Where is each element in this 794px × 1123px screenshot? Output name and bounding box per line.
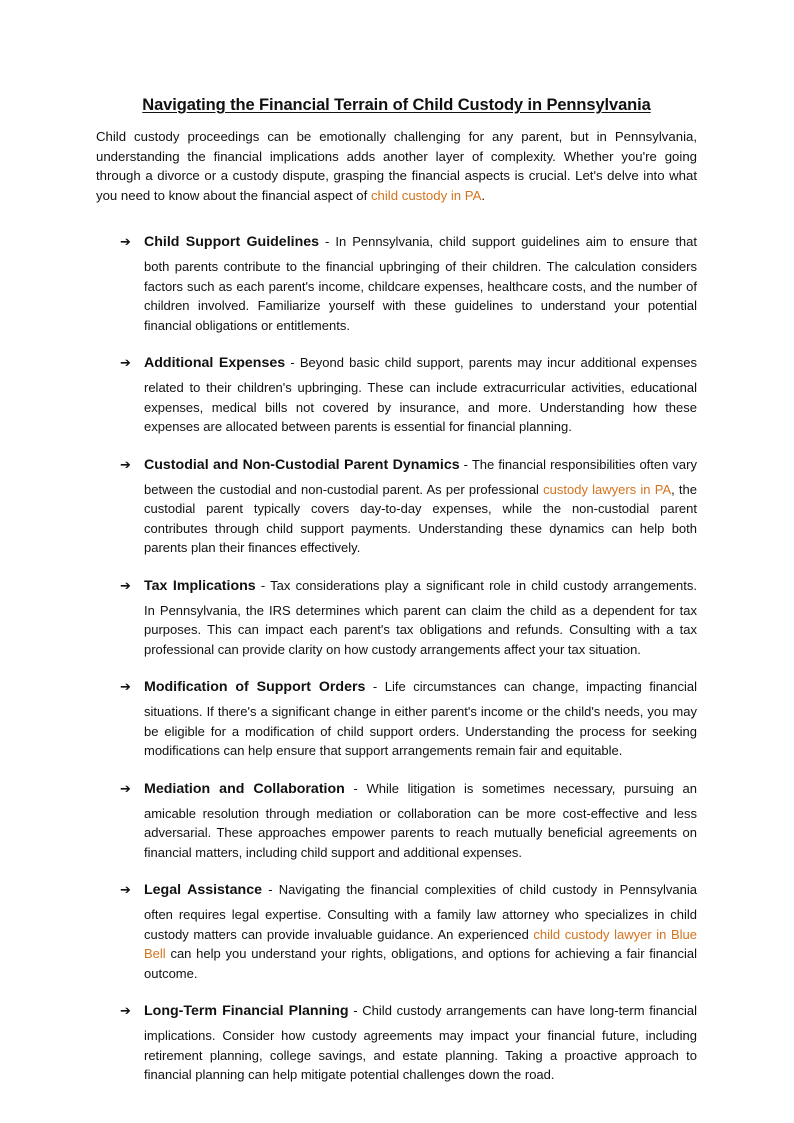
item-lead: - In Pennsylvania, child support guidelines aim to ensure that bbox=[319, 234, 698, 250]
page-title: Navigating the Financial Terrain of Child Custody in Pennsylvania bbox=[142, 96, 651, 114]
intro-paragraph bbox=[96, 127, 697, 205]
item-heading: Mediation and Collaboration bbox=[144, 780, 345, 797]
intro-text: Child custody proceedings can be emotionally challenging for any parent, but in Pennsylvania, understanding the financial implications adds another layer of complexity. Whether you're going through a divorce or a custody dispute, grasping the financial aspects is crucial. Let's delve into what you need to know about the financial aspect of bbox=[96, 129, 697, 203]
child-custody-pa-link[interactable]: child custody in PA bbox=[370, 187, 482, 203]
item-body: often requires legal expertise. Consulting with a family law attorney who specializes in child custody matters can provide invaluable guidance. An experienced bbox=[144, 907, 697, 942]
item-lead: - The financial responsibilities often vary bbox=[459, 456, 697, 472]
list-item bbox=[96, 452, 697, 558]
item-body-end: , the custodial parent typically covers day-to-day expenses, while the non-custodial parent contributes through child support payments. Understanding these dynamics can help both parents plan their finances effectively. bbox=[144, 481, 698, 556]
item-heading: Modification of Support Orders bbox=[144, 679, 366, 696]
item-heading: Tax Implications bbox=[144, 577, 256, 594]
item-body: related to their children's upbringing. These can include extracurricular activities, educational expenses, medical bills not covered by insurance, and more. Understanding how these expenses are allocated between parents is essential for financial planning. bbox=[144, 380, 697, 435]
child-custody-lawyer-blue-bell-link[interactable]: child custody lawyer in Blue Bell bbox=[144, 926, 697, 962]
item-body: situations. If there's a significant change in either parent's income or the child's needs, you may be eligible for a modification of child support orders. Understanding the process for seeking modifications can help ensure that support arrangements remain fair and equitable. bbox=[144, 704, 697, 759]
item-first-line bbox=[144, 674, 697, 700]
arrow-bullet-icon: ➔ bbox=[120, 780, 131, 796]
list-item bbox=[96, 229, 697, 335]
custody-lawyers-pa-link[interactable]: custody lawyers in PA bbox=[543, 481, 672, 497]
arrow-bullet-icon: ➔ bbox=[120, 679, 131, 695]
item-first-line bbox=[144, 998, 697, 1024]
item-lead: - Tax considerations play a significant role in child custody arrangements. bbox=[255, 577, 697, 593]
item-first-line bbox=[144, 350, 697, 376]
item-heading: Legal Assistance bbox=[144, 882, 262, 899]
item-lead: - Life circumstances can change, impacting financial bbox=[365, 679, 697, 695]
item-body-end: can help you understand your rights, obligations, and options for achieving a fair financial outcome. bbox=[144, 946, 697, 981]
item-body: In Pennsylvania, the IRS determines which parent can claim the child as a dependent for tax purposes. This can impact each parent's tax obligations and refunds. Consulting with a tax professional can provide clarity on how custody arrangements affect your tax situation. bbox=[144, 602, 697, 657]
item-first-line bbox=[144, 877, 697, 903]
list-item bbox=[96, 998, 697, 1085]
item-first-line bbox=[144, 573, 697, 599]
item-heading: Child Support Guidelines bbox=[144, 234, 320, 251]
document-page bbox=[96, 96, 697, 1100]
item-first-line bbox=[144, 776, 697, 802]
item-lead: - While litigation is sometimes necessary, pursuing an bbox=[344, 780, 698, 796]
item-heading: Custodial and Non-Custodial Parent Dynamics bbox=[144, 456, 460, 473]
arrow-bullet-icon: ➔ bbox=[120, 234, 131, 250]
item-first-line bbox=[144, 452, 697, 478]
arrow-bullet-icon: ➔ bbox=[120, 1003, 131, 1019]
item-heading: Additional Expenses bbox=[144, 355, 286, 372]
list-item bbox=[96, 573, 697, 660]
list-item bbox=[96, 776, 697, 863]
item-lead: - Beyond basic child support, parents may incur additional expenses bbox=[285, 355, 698, 371]
item-body: implications. Consider how custody agreements may impact your financial future, including retirement planning, college savings, and estate planning. Taking a proactive approach to financial planning can help mitigate potential challenges down the road. bbox=[144, 1028, 697, 1083]
arrow-bullet-icon: ➔ bbox=[120, 577, 131, 593]
arrow-bullet-icon: ➔ bbox=[120, 456, 131, 472]
item-lead: - Navigating the financial complexities of child custody in Pennsylvania bbox=[262, 882, 697, 898]
arrow-bullet-icon: ➔ bbox=[120, 882, 131, 898]
financial-topics-list bbox=[96, 229, 697, 1085]
item-body: amicable resolution through mediation or collaboration can be more cost-effective and less adversarial. These approaches empower parents to reach mutually beneficial agreements on financial matters, including child support and additional expenses. bbox=[144, 805, 697, 860]
list-item bbox=[96, 350, 697, 437]
list-item bbox=[96, 674, 697, 761]
item-body: between the custodial and non-custodial parent. As per professional bbox=[144, 481, 544, 497]
item-lead: - Child custody arrangements can have long-term financial bbox=[348, 1003, 697, 1019]
item-first-line bbox=[144, 229, 697, 255]
item-heading: Long-Term Financial Planning bbox=[144, 1003, 349, 1020]
arrow-bullet-icon: ➔ bbox=[120, 355, 131, 371]
item-body: both parents contribute to the financial upbringing of their children. The calculation considers factors such as each parent's income, childcare expenses, healthcare costs, and the number of children involved. Familiarize yourself with these guidelines to understand your potential financial obligations or entitlements. bbox=[144, 259, 697, 333]
intro-text-end: . bbox=[481, 187, 486, 203]
list-item bbox=[96, 877, 697, 983]
